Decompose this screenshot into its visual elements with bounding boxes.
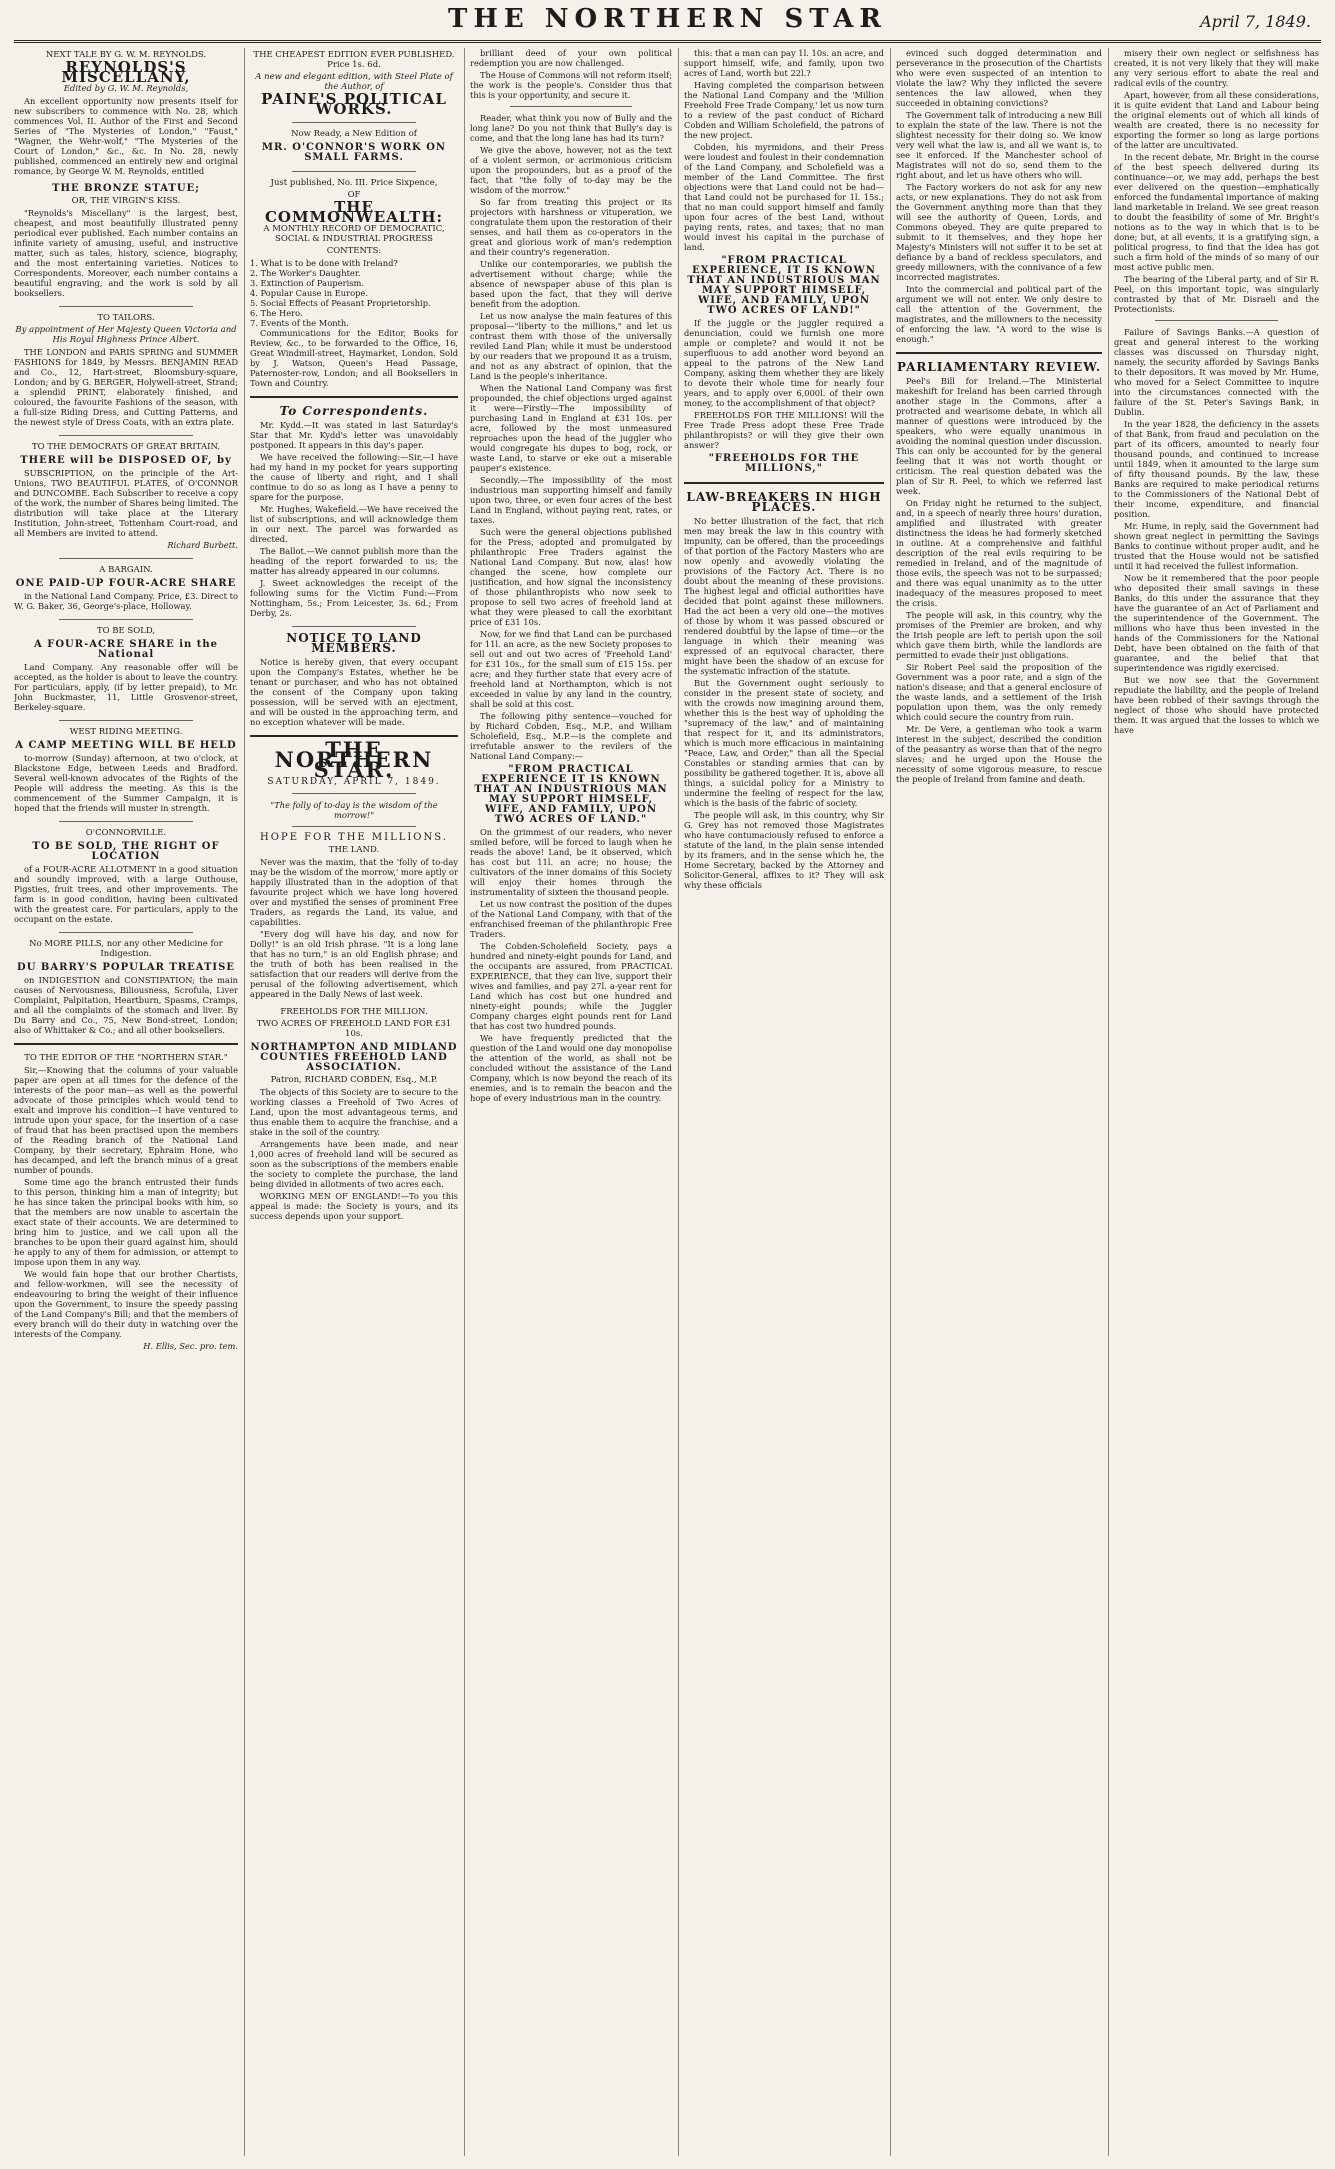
notice-body: Notice is hereby given, that every occupant upon the Company's Estates, whether he be tenant or purchaser, and who has not obtained the consent of the Company upon taking possession, will be served with an ejectment, and will be ousted in the approaching term, and no exception whatever will be made. bbox=[250, 657, 458, 727]
ad-subtitle: By appointment of Her Majesty Queen Victoria and His Royal Highness Prince Albert. bbox=[15, 325, 237, 345]
masthead-rule bbox=[14, 40, 1321, 43]
article-quote: "FROM PRACTICAL EXPERIENCE IT IS KNOWN THAT AN INDUSTRIOUS MAN MAY SUPPORT HIMSELF, WIFE, AND FAMILY, UPON TWO ACRES OF LAND." bbox=[474, 764, 668, 825]
separator bbox=[59, 306, 193, 307]
notice-title: NOTICE TO LAND MEMBERS. bbox=[286, 631, 422, 655]
section-title: To Correspondents. bbox=[279, 404, 429, 418]
column-6 bbox=[1114, 48, 1319, 2156]
ad-oconnorville bbox=[14, 828, 238, 924]
column-divider bbox=[244, 48, 245, 2156]
ad-body: "Reynolds's Miscellany" is the largest, best, cheapest, and most beautifully illustrated penny periodical ever published. Each number contains an infinite variety of amusing, useful, and instructive matter, such as tales, history, science, biography, and the most entertaining varieties. Notices to Correspondents. Moreover, each number contains a beautiful engraving, and the work is sold by all booksellers. bbox=[14, 208, 238, 298]
leader-section-title: THE LAND. bbox=[328, 845, 380, 855]
contents-item: 2. The Worker's Daughter. bbox=[250, 268, 361, 278]
section-headline: PARLIAMENTARY REVIEW. bbox=[896, 360, 1102, 374]
ad-title: TO THE DEMOCRATS OF GREAT BRITAIN. bbox=[31, 442, 221, 452]
letter-paragraph: Some time ago the branch entrusted their funds to this person, thinking him a man of integrity; but he has since taken the principal books with him, so that the members are now unable to ascertain the exact state of their accounts. We are determined to bring him to justice, and we call upon all the branches to be upon their guard against him, should he apply to any of them for admission, or attempt to impose upon them in any way. bbox=[14, 1177, 238, 1267]
separator bbox=[14, 1043, 238, 1045]
separator bbox=[59, 435, 193, 436]
ad-lead: A CAMP MEETING WILL BE HELD bbox=[15, 740, 237, 751]
contents-item: 3. Extinction of Pauperism. bbox=[250, 278, 365, 288]
separator bbox=[59, 558, 193, 559]
article-paragraph: We have frequently predicted that the question of the Land would one day monopolise the attention of the world, as shall not be concluded without the assistance of the Land Company, which is now beyond the reach of its enemies, and is to remain the beacon and the hope of every industrious man in the country. bbox=[470, 1033, 672, 1103]
article-paragraph: But we now see that the Government repudiate the liability, and the people of Ireland have been robbed of their savings through the neglect of those who should have protected them. It was argued that the losses to which we have bbox=[1114, 675, 1319, 735]
masthead-title: THE NORTHERN STAR bbox=[448, 4, 887, 34]
article-paragraph: Sir Robert Peel said the proposition of the Government was a poor rate, and a sign of the nation's disease; and that a general enclosure of the waste lands, and a settlement of the Irish population upon them, was the only remedy which could secure the country from ruin. bbox=[896, 662, 1102, 722]
freehold-sub: TWO ACRES OF FREEHOLD LAND FOR £31 10s. bbox=[256, 1019, 452, 1039]
ad-du-barry bbox=[14, 939, 238, 1035]
correspondent-note: J. Sweet acknowledges the receipt of the following sums for the Victim Fund:—From Nottingham, 5s.; From Leicester, 3s. 6d.; From Derby, 2s. bbox=[250, 578, 458, 618]
separator bbox=[292, 793, 417, 794]
ad-title: WEST RIDING MEETING. bbox=[69, 727, 183, 737]
article-paragraph: In the recent debate, Mr. Bright in the course of the best speech delivered during its continuance—or, we may add, perhaps the best ever delivered on the question—emphatically enforced the fundamental importance of making land marketable in Ireland. We see great reason to doubt the feasibility of some of Mr. Bright's notions as to the way in which that is to be done; but, at all events, it is a gratifying sign, a political progress, to find that the idea has got such a firm hold of the minds of so many of our most active public men. bbox=[1114, 152, 1319, 272]
ad-signature: Richard Burbett. bbox=[167, 540, 238, 550]
contents-label: CONTENTS: bbox=[326, 246, 382, 256]
correspondent-note: We have received the following:—Sir,—I have had my hand in my pocket for years supporting the cause of liberty and right, and I shall continue to do so as long as I have a penny to spare for the purpose. bbox=[250, 452, 458, 502]
ad-reynolds-miscellany bbox=[14, 50, 238, 176]
freehold-name: NORTHAMPTON AND MIDLAND COUNTIES FREEHOLD LAND ASSOCIATION. bbox=[250, 1042, 458, 1073]
separator bbox=[1155, 320, 1278, 321]
separator bbox=[684, 482, 884, 484]
contents-item: 6. The Hero. bbox=[250, 308, 303, 318]
ad-camp-meeting bbox=[14, 727, 238, 813]
article-quote: "FROM PRACTICAL EXPERIENCE, IT IS KNOWN THAT AN INDUSTRIOUS MAN MAY SUPPORT HIMSELF, WIFE, AND FAMILY, UPON TWO ACRES OF LAND!" bbox=[687, 255, 881, 316]
ad-body: THE LONDON and PARIS SPRING and SUMMER FASHIONS for 1849, by Messrs. BENJAMIN READ and Co., 12, Hart-street, Bloomsbury-square, London; and by G. BERGER, Holywell-street, Strand; a splendid PRINT, elaborately finished, and coloured, the favourite Fashions of the season, with a full-size Riding Dress, and Cutting Patterns, and the newest style of Dress Coats, with an extra plate. bbox=[14, 347, 238, 427]
ad-body: to-morrow (Sunday) afternoon, at two o'clock, at Blackstone Edge, between Leeds and Bradford. Several well-known advocates of the Rights of the People will address the meeting. As this is the commencement of the Summer Campaign, it is hoped that the friends will muster in strength. bbox=[14, 753, 238, 813]
column-1 bbox=[14, 48, 238, 2156]
correspondents-section bbox=[250, 406, 458, 618]
freehold-advertisement bbox=[250, 1007, 458, 1221]
article-paragraph: Let us now analyse the main features of this proposal—"liberty to the millions," and let us contrast them with those of the universally reviled Land Plan; while it must be understood by our readers that we propound it as a truism, and not as any abstract of opinion, that the Land is the people's inheritance. bbox=[470, 311, 672, 381]
article-paragraph: Now, for we find that Land can be purchased for 11l. an acre, as the new Society proposes to sell out and out two acres of 'Freehold Land' for £31 10s., for the small sum of £15 15s. per acre; and they further state that every acre of freehold land at Northampton, which is not exceeded in value by any land in the country, shall be sold at this cost. bbox=[470, 629, 672, 709]
article-paragraph: The Government talk of introducing a new Bill to explain the state of the law. There is not the slightest necessity for their doing so. We know very well what the law is, and all we want is, to see it enforced. If the Manchester school of Magistrates will not do so, send them to the right about, and let us have others who will. bbox=[896, 110, 1102, 180]
paper-date: SATURDAY, APRIL 7, 1849. bbox=[267, 777, 441, 787]
freehold-patron: Patron, RICHARD COBDEN, Esq., M.P. bbox=[270, 1075, 438, 1085]
article-paragraph: The Factory workers do not ask for any new acts, or new explanations. They do not ask from the Government anything more than that they will see the authority of Queen, Lords, and Commons obeyed. They are quite prepared to submit to it themselves, and they hope her Majesty's Ministers will not suffer it to be set at defiance by a band of reckless speculators, and greedy millowners, with the connivance of a few incorrected magistrates. bbox=[896, 182, 1102, 282]
ad-body: in the National Land Company. Price, £3. Direct to W. G. Baker, 36, George's-place, Holloway. bbox=[14, 591, 238, 611]
ad-title: PAINE'S POLITICAL WORKS. bbox=[261, 90, 447, 118]
ad-footer: Communications for the Editor, Books for Review, &c., to be forwarded to the Office, 16, Great Windmill-street, Haymarket, London. Sold by J. Watson, Queen's Head Passage, Paternoster-row, London; and all Booksellers in Town and Country. bbox=[250, 328, 458, 388]
article-paragraph: The Cobden-Scholefield Society, pays a hundred and ninety-eight pounds for Land, and the occupants are assured, from PRACTICAL EXPERIENCE, that they can live, support their wives and families, and pay 27l. a-year rent for Land which has cost but one hundred and ninety-eight pounds; while the Juggler Company charges eight pounds rent for Land that has cost two hundred pounds. bbox=[470, 941, 672, 1031]
article-paragraph: Failure of Savings Banks.—A question of great and general interest to the working classes was discussed on Thursday night, namely, the security afforded by Savings Banks to their depositors. It was moved by Mr. Hume, who moved for a Select Committee to inquire into the circumstances connected with the failure of the St. Peter's Savings Bank, in Dublin. bbox=[1114, 327, 1319, 417]
ad-intro: THE CHEAPEST EDITION EVER PUBLISHED. Price 1s. 6d. bbox=[253, 50, 455, 70]
ad-tailors bbox=[14, 313, 238, 427]
column-2 bbox=[250, 48, 458, 2156]
article-paragraph: We give the above, however, not as the text of a violent sermon, or acrimonious criticism upon the propounders, but as a proof of the fact, that "the folly of to-day may be the wisdom of the morrow." bbox=[470, 145, 672, 195]
masthead bbox=[0, 0, 1335, 40]
ad-intro: Just published, No. III. Price Sixpence, bbox=[270, 178, 438, 188]
separator bbox=[292, 122, 417, 123]
ad-body: SUBSCRIPTION, on the principle of the Art-Unions, TWO BEAUTIFUL PLATES, of O'CONNOR and DUNCOMBE. Each Subscriber to receive a copy of the work, the number of Shares being limited. The distribution will take place at the Literary Institution, John-street, Tottenham Court-road, and all Members are invited to attend. bbox=[14, 468, 238, 538]
column-5 bbox=[896, 48, 1102, 2156]
column-4 bbox=[684, 48, 884, 2156]
contents-item: 4. Popular Cause in Europe. bbox=[250, 288, 368, 298]
freehold-paragraph: Arrangements have been made, and near 1,000 acres of freehold land will be secured as soon as the subscriptions of the members enable the society to complete the purchase, the land being divided in allotments of two acres each. bbox=[250, 1139, 458, 1189]
freehold-title: FREEHOLDS FOR THE MILLION. bbox=[280, 1007, 428, 1017]
article-paragraph: brilliant deed of your own political redemption you are now challenged. bbox=[470, 48, 672, 68]
column-3 bbox=[470, 48, 672, 2156]
ad-title: THE COMMONWEALTH: bbox=[264, 198, 444, 226]
article-paragraph: The people will ask, in this country, why the promises of the Premier are broken, and why the Irish people are left to perish upon the soil which gave them birth, while the landlords are permitted to evade their just obligations. bbox=[896, 610, 1102, 660]
ad-body: An excellent opportunity now presents itself for new subscribers to commence with No. 28, which commences Vol. II. Author of the First and Second Series of "The Mysteries of London," "Faust," "Wagner, the Wehr-wolf," "The Mysteries of the Court of London," &c., &c. In No. 28, newly published, commenced an entirely new and original romance, by George W. M. Reynolds, entitled bbox=[14, 96, 238, 176]
article-paragraph: this: that a man can pay 1l. 10s. an acre, and support himself, wife, and family, upon two acres of Land, worth but 22l.? bbox=[684, 48, 884, 78]
separator bbox=[59, 821, 193, 822]
article-paragraph: Reader, what think you now of Bully and the long lane? Do you not think that Bully's day is come, and that the long lane has had its turn? bbox=[470, 113, 672, 143]
article-paragraph: If the juggle or the juggler required a denunciation, could we furnish one more ample or complete? and would it not be superfluous to add another word beyond an appeal to the patrons of the New Land Company, asking them whether they are likely to devote their whole time for nearly four years, and to apply over 6,000l. of their own money, to the accomplishment of that object? bbox=[684, 318, 884, 408]
article-paragraph: Having completed the comparison between the National Land Company and the 'Million Freehold Free Trade Company,' let us now turn to a review of the past conduct of Richard Cobden and William Scholefield, the patrons of the new project. bbox=[684, 80, 884, 140]
paper-title: THE NORTHERN STAR. bbox=[274, 737, 434, 782]
ad-title: O'CONNORVILLE. bbox=[85, 828, 167, 838]
contents-item: 1. What is to be done with Ireland? bbox=[250, 258, 398, 268]
ad-lead: TO BE SOLD, THE RIGHT OF LOCATION bbox=[32, 841, 220, 862]
article-paragraph: Now be it remembered that the poor people who deposited their small savings in these Banks, do this under the assurance that they have the guarantee of an Act of Parliament and the superintendence of the Government. The millions who have thus been invested in the hands of the Commissioners for the National Debt, have been obtained on the faith of that guarantee, and the belief that that superintendence was rigidly exercised. bbox=[1114, 573, 1319, 673]
separator bbox=[250, 396, 458, 398]
ad-lead: ONE PAID-UP FOUR-ACRE SHARE bbox=[15, 578, 237, 589]
article-paragraph: Peel's Bill for Ireland.—The Ministerial makeshift for Ireland has been carried through another stage in the Commons, after a protracted and wearisome debate, in which all manner of questions were introduced by the speakers, who were equally unanimous in avoiding the nominal question under discussion. This can only be accounted for by the general feeling that it was not worth thought or criticism. The real question debated was the plan of Sir R. Peel, to which we referred last week. bbox=[896, 376, 1102, 496]
article-paragraph: Into the commercial and political part of the argument we will not enter. We only desire to call the attention of the Government, the magistrates, and the millowners to the necessity of enforcing the law. "A word to the wise is enough." bbox=[896, 284, 1102, 344]
freehold-paragraph: The objects of this Society are to secure to the working classes a Freehold of Two Acres of Land, upon the most advantageous terms, and thus enable them to acquire the franchise, and a stake in the soil of the country. bbox=[250, 1087, 458, 1137]
separator bbox=[59, 720, 193, 721]
article-paragraph: On the grimmest of our readers, who never smiled before, will be forced to laugh when he reads the above! Land, be it observed, which has cost but 11l. an acre; no house; the cultivators of the inner domains of this Society will enjoy their homes through the instrumentality of sixteen the thousand people. bbox=[470, 827, 672, 897]
paper-motto: "The folly of to-day is the wisdom of the morrow!" bbox=[270, 800, 438, 820]
separator bbox=[292, 826, 417, 827]
ad-lead: THERE will be DISPOSED OF, by bbox=[20, 455, 232, 466]
column-divider bbox=[464, 48, 465, 2156]
ad-commonwealth bbox=[250, 178, 458, 388]
ad-title: TO BE SOLD, bbox=[96, 626, 156, 636]
article-paragraph: When the National Land Company was first propounded, the chief objections urged against it were—Firstly—The impossibility of purchasing Land in England at £31 10s. per acre, followed by the most unmeasured reproaches upon the head of the juggler who would congregate his dupes to bog, rock, or waste Land, to starve or eke out a miserable pauper's existence. bbox=[470, 383, 672, 473]
ad-title: THE BRONZE STATUE; bbox=[52, 183, 200, 194]
article-paragraph: So far from treating this project or its projectors with harshness or vituperation, we congratulate them upon the restoration of their senses, and hail them as co-operators in the great and glorious work of man's redemption and their country's regeneration. bbox=[470, 197, 672, 257]
column-divider bbox=[678, 48, 679, 2156]
separator bbox=[292, 171, 417, 172]
freehold-paragraph: WORKING MEN OF ENGLAND!—To you this appeal is made: the Society is yours, and its success depends upon your support. bbox=[250, 1191, 458, 1221]
article-paragraph: But the Government ought seriously to consider in the present state of society, and with the crowds now imagining around them, whether this is the best way of upholding the "supremacy of the law," and of maintaining that respect for it, and its administrators, which is much more efficacious in maintaining "Peace, Law, and Order," than all the Special Constables or standing armies that can by possibility be gathered together. It is, above all things, a suicidal policy for a Ministry to undermine the feeling of respect for the law, which is the basis of the fabric of society. bbox=[684, 678, 884, 808]
ad-body: of a FOUR-ACRE ALLOTMENT in a good situation and soundly improved, with a large Outhouse, Pigsties, fruit trees, and other improvements. The farm is in good condition, having been cultivated with the greatest care. For particulars, apply to the occupant on the estate. bbox=[14, 864, 238, 924]
letter-title: TO THE EDITOR OF THE "NORTHERN STAR." bbox=[24, 1053, 228, 1063]
ad-lead: A FOUR-ACRE SHARE in the National bbox=[33, 639, 218, 660]
ad-title: TO TAILORS. bbox=[97, 313, 155, 323]
ad-body: Land Company. Any reasonable offer will be accepted, as the holder is about to leave the country. For particulars, apply, (if by letter prepaid), to Mr. John Buckmaster, 11, Little Grosvenor-street, Berkeley-square. bbox=[14, 662, 238, 712]
article-paragraph: evinced such dogged determination and perseverance in the prosecution of the Chartists who were even suspected of an intention to violate the law? Why they inflicted the severe sentences the law allowed, when they succeeded in obtaining convictions? bbox=[896, 48, 1102, 108]
ad-subtitle: A MONTHLY RECORD OF DEMOCRATIC, SOCIAL & INDUSTRIAL PROGRESS bbox=[263, 224, 445, 244]
correspondent-note: Mr. Kydd.—It was stated in last Saturday's Star that Mr. Kydd's letter was unavoidably postponed. It appears in this day's paper. bbox=[250, 420, 458, 450]
ad-bronze-statue bbox=[14, 184, 238, 298]
correspondent-note: Mr. Hughes, Wakefield.—We have received the list of subscriptions, and will acknowledge them in our next. The parcel was forwarded as directed. bbox=[250, 504, 458, 544]
ad-intro: Now Ready, a New Edition of bbox=[291, 129, 417, 139]
contents-item: 7. Events of the Month. bbox=[250, 318, 349, 328]
letter-paragraph: We would fain hope that our brother Chartists, and fellow-workmen, will see the necessity of endeavouring to bring the weight of their influence upon the Government, to insure the speedy passing of the Land Company's Bill; and that the members of every branch will do their duty in watching over the interests of the Company. bbox=[14, 1269, 238, 1339]
separator bbox=[896, 352, 1102, 354]
article-paragraph: Apart, however, from all these considerations, it is quite evident that Land and Labour being the original elements out of which all kinds of wealth are created, there is no necessity for exporting the former so long as large portions of the latter are uncultivated. bbox=[1114, 90, 1319, 150]
ad-four-acre-share bbox=[14, 626, 238, 712]
article-subhead: "FREEHOLDS FOR THE MILLIONS," bbox=[708, 453, 860, 474]
ad-lead: DU BARRY'S POPULAR TREATISE bbox=[17, 962, 235, 973]
masthead-date: April 7, 1849. bbox=[1200, 12, 1311, 31]
ad-paine bbox=[250, 50, 458, 118]
ad-title: No MORE PILLS, nor any other Medicine for Indigestion. bbox=[29, 939, 223, 959]
letter-paragraph: Sir,—Knowing that the columns of your valuable paper are open at all times for the defence of the interests of the poor man—as well as the powerful advocate of those principles which would tend to exalt and improve his condition—I have ventured to intrude upon your space, for the insertion of a case of fraud that has been practised upon the members of the Reading branch of the National Land Company, by their secretary, Ephraim Hone, who has decamped, and left the branch minus of a great number of pounds. bbox=[14, 1065, 238, 1175]
leader-section bbox=[250, 737, 458, 999]
article-paragraph: The bearing of the Liberal party, and of Sir R. Peel, on this important topic, was singularly contrasted by that of Mr. Disraeli and the Protectionists. bbox=[1114, 274, 1319, 314]
article-paragraph: The House of Commons will not reform itself; the work is the people's. Consider thus that this is your opportunity, and secure it. bbox=[470, 70, 672, 100]
column-divider bbox=[1108, 48, 1109, 2156]
article-paragraph: Unlike our contemporaries, we publish the advertisement without charge; while the absence of newspaper abuse of this plan is based upon the fact, that they will derive benefit from the adoption. bbox=[470, 259, 672, 309]
column-divider bbox=[890, 48, 891, 2156]
article-paragraph: Mr. De Vere, a gentleman who took a warm interest in the subject, described the condition of the peasantry as worse than that of the negro slaves; and he urged upon the House the necessity of some vigorous measure, to rescue the people of Ireland from famine and death. bbox=[896, 724, 1102, 784]
ad-democrats bbox=[14, 442, 238, 550]
article-paragraph: The people will ask, in this country, why Sir G. Grey has not removed those Magistrates who have contumaciously refused to enforce a statute of the land, in the plain sense intended by its framers, and in the sense which he, the Home Secretary, backed by the Attorney and Solicitor-General, affixes to it? They will ask why these officials bbox=[684, 810, 884, 890]
ad-of: OF bbox=[347, 190, 361, 200]
article-paragraph: FREEHOLDS FOR THE MILLIONS! Will the Free Trade Press adopt these Free Trade philanthropists? or will they give their own answer? bbox=[684, 410, 884, 450]
separator bbox=[292, 626, 417, 627]
separator bbox=[59, 932, 193, 933]
letter-signature: H. Ellis, Sec. pro. tem. bbox=[143, 1341, 238, 1351]
separator bbox=[59, 619, 193, 620]
ad-title: REYNOLDS'S MISCELLANY, bbox=[61, 58, 191, 86]
article-headline: LAW-BREAKERS IN HIGH PLACES. bbox=[686, 490, 882, 514]
ad-title: MR. O'CONNOR'S WORK ON SMALL FARMS. bbox=[261, 142, 447, 163]
contents-item: 5. Social Effects of Peasant Proprietorship. bbox=[250, 298, 431, 308]
article-paragraph: Such were the general objections published for the Press, adopted and promulgated by philanthropic Free Traders against the National Land Company. But now, alas! how changed the scene, how complete our justification, and how signal the inconsistency of those philanthropists who now seek to propose to sell two acres of freehold land at what they were pleased to call the exorbitant price of £31 10s. bbox=[470, 527, 672, 627]
article-paragraph: The following pithy sentence—vouched for by Richard Cobden, Esq., M.P., and William Scholefield, Esq., M.P.—is the complete and irrefutable answer to the revilers of the National Land Company:— bbox=[470, 711, 672, 761]
letter-to-editor bbox=[14, 1053, 238, 1351]
correspondent-note: The Ballot.—We cannot publish more than the heading of the report forwarded to us; the matter has already appeared in our columns. bbox=[250, 546, 458, 576]
separator bbox=[510, 106, 631, 107]
ad-subtitle: OR, THE VIRGIN'S KISS. bbox=[71, 196, 181, 206]
ad-bargain bbox=[14, 565, 238, 611]
leader-paragraph: Never was the maxim, that the 'folly of to-day may be the wisdom of the morrow,' more aptly or happily illustrated than in the adoption of that favourite project which we have long hovered over and mystified the senses of prominent Free Traders, as regards the Land, its value, and capabilities. bbox=[250, 857, 458, 927]
article-paragraph: No better illustration of the fact, that rich men may break the law in this country with impunity, can be offered, than the proceedings of that portion of the Factory Masters who are now openly and avowedly violating the provisions of the Factory Act. There is no doubt about the meaning of these provisions. The highest legal and official authorities have decided that point against these millowners. Had the act been a very old one—the motives of those by whom it was passed obscured or rendered doubtful by the lapse of time—or the language in which their meaning was expressed of an equivocal character, there might have been the shadow of an excuse for the systematic infraction of the statute. bbox=[684, 516, 884, 676]
article-paragraph: In the year 1828, the deficiency in the assets of that Bank, from fraud and peculation on the part of its officers, amounted to nearly four thousand pounds, and continued to increase until 1849, when it amounted to the large sum of fifty thousand pounds. By the law, these Banks are required to make periodical returns to the Commissioners of the National Debt of their income, expenditure, and financial position. bbox=[1114, 419, 1319, 519]
leader-paragraph: "Every dog will have his day, and now for Dolly!" is an old Irish phrase. "It is a long lane that has no turn," is an old English phrase; and the truth of both has been realised in the satisfaction that our readers will derive from the perusal of the following advertisement, which appeared in the Daily News of last week. bbox=[250, 929, 458, 999]
land-members-notice bbox=[250, 633, 458, 727]
article-paragraph: Mr. Hume, in reply, said the Government had shown great neglect in permitting the Savings Banks to continue without proper audit, and he trusted that the House would not be satisfied until it had received the fullest information. bbox=[1114, 521, 1319, 571]
ad-body: on INDIGESTION and CONSTIPATION; the main causes of Nervousness, Biliousness, Scrofula, Liver Complaint, Palpitation, Heartburn, Spasms, Cramps, and all the complaints of the stomach and liver. By Du Barry and Co., 75, New Bond-street, London; also of Whittaker & Co.; and all other booksellers. bbox=[14, 975, 238, 1035]
article-paragraph: misery their own neglect or selfishness has created, it is not very likely that they will make any very serious effort to abate the real and radical evils of the country. bbox=[1114, 48, 1319, 88]
leader-headline: HOPE FOR THE MILLIONS. bbox=[260, 832, 448, 843]
ad-small-farms bbox=[250, 129, 458, 163]
article-paragraph: Secondly.—The impossibility of the most industrious man supporting himself and family upon two, three, or even four acres of the best Land in England, without paying rent, rates, or taxes. bbox=[470, 475, 672, 525]
ad-byline: Edited by G. W. M. Reynolds, bbox=[63, 84, 189, 94]
article-paragraph: Cobden, his myrmidons, and their Press were loudest and foulest in their condemnation of the Land Company, and Scholefield was a member of the Land Committee. The first objections were that Land could not be had—that Land could not be purchased for 1l. 15s.; that no man could support himself and family upon four acres of the best Land, without paying rents, rates, and taxes; that no man would invest his capital in the purchase of land. bbox=[684, 142, 884, 252]
article-paragraph: Let us now contrast the position of the dupes of the National Land Company, with that of the enfranchised freeman of the philanthropic Free Traders. bbox=[470, 899, 672, 939]
article-paragraph: On Friday night he returned to the subject, and, in a speech of nearly three hours' duration, amplified and illustrated with greater distinctness the ideas he had formerly sketched in outline. At a comprehensive and faithful description of the real evils requiring to be remedied in Ireland, and of the magnitude of those evils, the speech was not to be surpassed; and there was equal unanimity as to the utter inadequacy of the measures proposed to meet the crisis. bbox=[896, 498, 1102, 608]
ad-sub: A new and elegant edition, with Steel Plate of the Author, of bbox=[255, 72, 453, 92]
ad-title: A BARGAIN. bbox=[99, 565, 153, 575]
ad-header: NEXT TALE BY G. W. M. REYNOLDS. bbox=[45, 50, 207, 60]
